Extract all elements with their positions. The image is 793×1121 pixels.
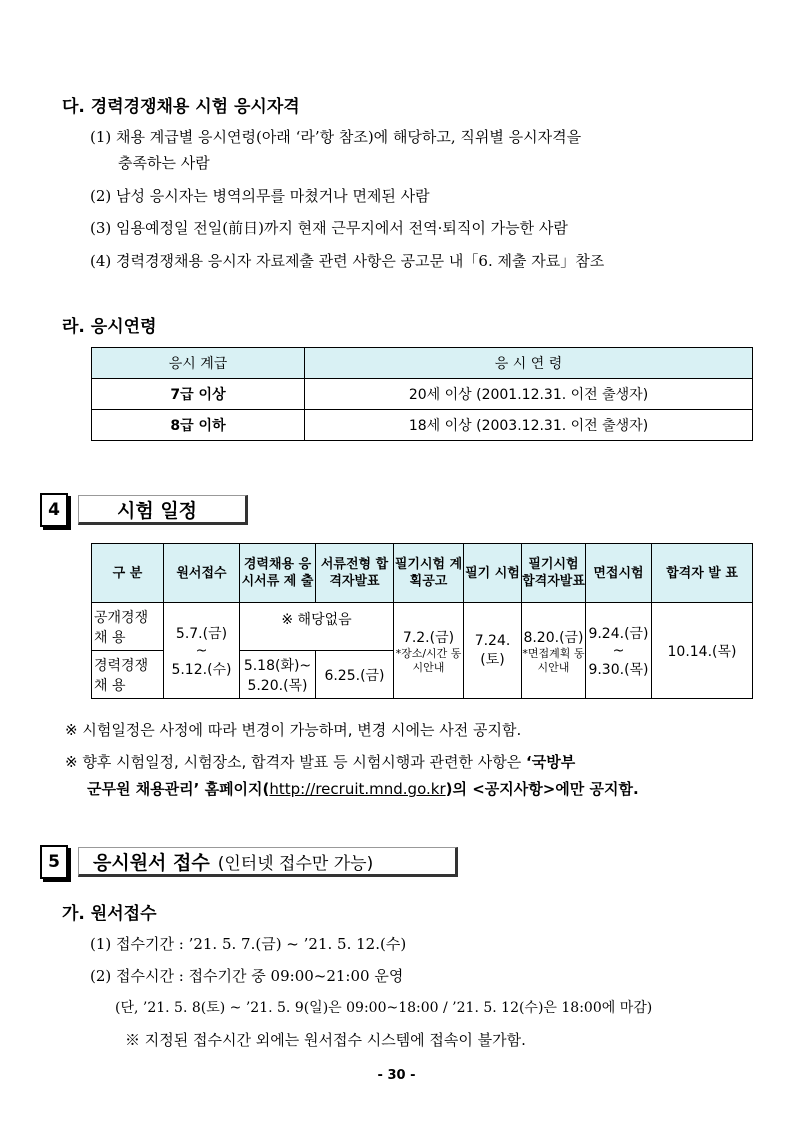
schedule-row-open: 공개경쟁 채 용 [92, 603, 164, 651]
written-result-date: 8.20.(금) [523, 629, 584, 646]
schedule-header-final-result: 합격자 발 표 [652, 544, 753, 603]
section-4-header [40, 493, 248, 527]
interview-tilde: ~ [612, 642, 625, 659]
age-table [91, 347, 753, 441]
schedule-header-receipt: 원서접수 [164, 544, 240, 603]
written-plan-note: *장소/시간 동시안내 [395, 646, 462, 674]
note-2-bold-2: 군무원 채용관리’ 홈페이지( [87, 780, 270, 798]
schedule-header-doc-result: 서류전형 합격자발표 [316, 544, 394, 603]
schedule-doc-submit: 5.18(화)~ 5.20.(목) [240, 651, 316, 699]
qualification-item-2: (2) 남성 응시자는 병역의무를 마쳤거나 면제된 사람 [90, 187, 430, 205]
schedule-header-written-result: 필기시험 합격자발표 [522, 544, 586, 603]
schedule-written-exam: 7.24.(토) [464, 603, 522, 699]
schedule-not-applicable: ※ 해당없음 [240, 603, 394, 651]
schedule-row-career: 경력경쟁 채 용 [92, 651, 164, 699]
note-2-prefix: ※ 향후 시험일정, 시험장소, 합격자 발표 등 시험시행과 관련한 사항은 [65, 753, 522, 771]
schedule-written-plan [394, 603, 464, 699]
schedule-note-2 [65, 751, 755, 772]
receipt-exception: (단, ’21. 5. 8(토) ~ ’21. 5. 9(일)은 09:00~18:00 / ’21. 5. 12(수)은 18:00에 마감) [115, 1000, 653, 1016]
age-table-grade-8: 8급 이하 [92, 410, 305, 441]
written-result-note: *면접계획 동시안내 [522, 646, 585, 674]
schedule-header-written-plan: 필기시험 계획공고 [394, 544, 464, 603]
age-table-grade-7: 7급 이상 [92, 379, 305, 410]
section-5-number: 5 [40, 845, 68, 879]
note-2-bold-3: )의 <공지사항>에만 공지함. [445, 780, 639, 798]
schedule-note-2-line2 [87, 778, 639, 799]
section-4-number: 4 [40, 493, 68, 527]
section-5-title-box [78, 847, 458, 877]
receipt-end: 5.12.(수) [171, 661, 232, 678]
page-number: - 30 - [377, 1068, 416, 1083]
receipt-time: (2) 접수시간 : 접수기간 중 09:00~21:00 운영 [90, 967, 404, 985]
schedule-final-result: 10.14.(목) [652, 603, 753, 699]
receipt-period: (1) 접수기간 : ’21. 5. 7.(금) ~ ’21. 5. 12.(수) [90, 935, 407, 953]
age-table-header-grade: 응시 계급 [92, 348, 305, 379]
written-plan-date: 7.2.(금) [402, 629, 455, 646]
section-5-header [40, 845, 458, 879]
section-5-title: 응시원서 접수 [93, 851, 210, 874]
section-5-subtitle: (인터넷 접수만 가능) [217, 853, 374, 874]
schedule-table [91, 543, 753, 699]
qualification-item-4: (4) 경력경쟁채용 응시자 자료제출 관련 사항은 공고문 내「6. 제출 자료」참조 [90, 252, 605, 270]
recruit-homepage-link[interactable]: http://recruit.mnd.go.kr [269, 780, 446, 798]
schedule-header-doc-submit: 경력채용 응시서류 제 출 [240, 544, 316, 603]
age-table-age-7: 20세 이상 (2001.12.31. 이전 출생자) [305, 379, 753, 410]
age-table-header-age: 응 시 연 령 [305, 348, 753, 379]
schedule-doc-result: 6.25.(금) [316, 651, 394, 699]
schedule-note-1: ※ 시험일정은 사정에 따라 변경이 가능하며, 변경 시에는 사전 공지함. [65, 721, 522, 739]
schedule-header-category: 구 분 [92, 544, 164, 603]
note-2-bold-1: ‘국방부 [526, 753, 576, 771]
schedule-receipt [164, 603, 240, 699]
schedule-interview [586, 603, 652, 699]
schedule-written-result [522, 603, 586, 699]
qualification-item-3: (3) 임용예정일 전일(前日)까지 현재 근무지에서 전역·퇴직이 가능한 사람 [90, 219, 568, 237]
receipt-tilde: ~ [195, 642, 208, 659]
schedule-header-interview: 면접시험 [586, 544, 652, 603]
section-4-title: 시험 일정 [78, 495, 248, 525]
schedule-header-written-exam: 필기 시험 [464, 544, 522, 603]
receipt-start: 5.7.(금) [175, 625, 228, 642]
interview-end: 9.30.(목) [588, 661, 649, 678]
section-ga-title: 가. 원서접수 [62, 904, 157, 924]
qualification-item-1-cont: 충족하는 사람 [118, 154, 210, 172]
section-ra-title: 라. 응시연령 [62, 317, 157, 337]
receipt-notice: ※ 지정된 접수시간 외에는 원서접수 시스템에 접속이 불가함. [125, 1031, 526, 1049]
age-table-age-8: 18세 이상 (2003.12.31. 이전 출생자) [305, 410, 753, 441]
section-da-title: 다. 경력경쟁채용 시험 응시자격 [62, 97, 300, 117]
qualification-item-1: (1) 채용 계급별 응시연령(아래 ‘라’항 참조)에 해당하고, 직위별 응시자격을 [90, 128, 582, 146]
interview-start: 9.24.(금) [588, 625, 649, 642]
